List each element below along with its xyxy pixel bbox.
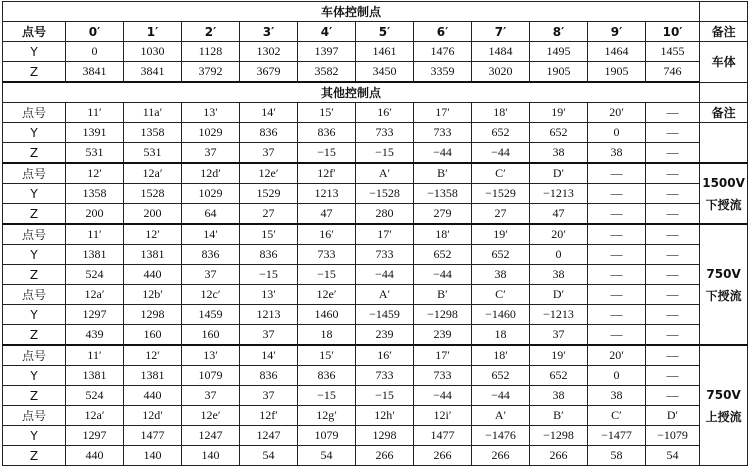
table-cell: 3359 [414, 62, 472, 83]
table-cell: 1381 [124, 245, 182, 265]
table-cell: 1905 [588, 62, 646, 83]
table-cell: 18 [298, 325, 356, 346]
table-cell: 11a′ [124, 103, 182, 123]
table-cell: 47 [530, 204, 588, 225]
table-cell: 15′ [298, 345, 356, 366]
table-row-header [3, 22, 748, 42]
table-cell: 1213 [298, 184, 356, 204]
remark-cell: 车体 [700, 42, 748, 83]
table-cell: 12c′ [182, 285, 240, 305]
table-cell: 1528 [124, 184, 182, 204]
table-cell: C′ [472, 163, 530, 184]
table-cell: A′ [472, 406, 530, 426]
table-cell: 58 [588, 446, 646, 466]
table-cell: 531 [124, 143, 182, 164]
remark-cell: 750V 下授流 [700, 224, 748, 345]
table-cell: 38 [530, 386, 588, 406]
table-cell: 3020 [472, 62, 530, 83]
table-cell: 8′ [530, 22, 588, 42]
table-cell: A′ [356, 163, 414, 184]
table-cell: 836 [182, 245, 240, 265]
row-label: Y [3, 123, 66, 143]
table-cell: 3679 [240, 62, 298, 83]
table-cell: 17′ [414, 103, 472, 123]
table-cell: — [646, 163, 700, 184]
table-row-z [3, 265, 748, 285]
table-cell: 1397 [298, 42, 356, 62]
table-cell: 439 [66, 325, 124, 346]
row-label: 点号 [3, 345, 66, 366]
table-row-z [3, 204, 748, 225]
table-cell: 0′ [66, 22, 124, 42]
table-cell: — [646, 123, 700, 143]
table-cell: 1297 [66, 426, 124, 446]
table-cell: 17′ [356, 224, 414, 245]
table-cell: 1381 [66, 245, 124, 265]
table-cell: −1529 [472, 184, 530, 204]
table-cell: 0 [588, 366, 646, 386]
table-cell: −44 [356, 265, 414, 285]
table-cell: 20′ [588, 103, 646, 123]
table-cell: 12a′ [124, 163, 182, 184]
table-cell: −1079 [646, 426, 700, 446]
row-label: Y [3, 426, 66, 446]
section-title: 其他控制点 [3, 82, 700, 103]
table-cell: 11′ [66, 345, 124, 366]
table-cell: 733 [356, 366, 414, 386]
table-cell: — [588, 204, 646, 225]
table-cell: 54 [298, 446, 356, 466]
row-label: Z [3, 446, 66, 466]
table-cell: −1213 [530, 305, 588, 325]
table-cell: 6′ [414, 22, 472, 42]
table-cell: — [646, 103, 700, 123]
table-cell: 12b′ [124, 285, 182, 305]
table-row-header [3, 406, 748, 426]
remark-cell [700, 123, 748, 164]
table-cell: 3841 [66, 62, 124, 83]
table-cell: 524 [66, 386, 124, 406]
table-cell: 19′ [530, 345, 588, 366]
table-cell: — [588, 305, 646, 325]
table-cell: 652 [530, 366, 588, 386]
row-label: 点号 [3, 103, 66, 123]
table-cell: 1128 [182, 42, 240, 62]
table-cell: 37 [182, 265, 240, 285]
table-cell: 47 [298, 204, 356, 225]
table-cell: 733 [414, 123, 472, 143]
table-cell: 17′ [414, 345, 472, 366]
table-row-y [3, 123, 748, 143]
table-cell: −15 [356, 386, 414, 406]
table-cell: C′ [588, 406, 646, 426]
table-cell: — [646, 285, 700, 305]
table-cell: 1247 [182, 426, 240, 446]
table-cell: 160 [124, 325, 182, 346]
table-cell: D′ [646, 406, 700, 426]
table-cell: — [588, 325, 646, 346]
table-cell: 12a′ [66, 285, 124, 305]
table-cell: 15′ [298, 103, 356, 123]
table-cell: C′ [472, 285, 530, 305]
table-cell: 280 [356, 204, 414, 225]
table-cell: 18 [472, 325, 530, 346]
row-label: Y [3, 366, 66, 386]
table-cell: 1477 [414, 426, 472, 446]
table-cell: 1298 [356, 426, 414, 446]
row-label: 点号 [3, 285, 66, 305]
table-cell: −1460 [472, 305, 530, 325]
table-cell: 1476 [414, 42, 472, 62]
table-cell: 836 [240, 245, 298, 265]
table-cell: 12e′ [298, 285, 356, 305]
table-cell: 3′ [240, 22, 298, 42]
table-cell: 27 [472, 204, 530, 225]
row-label: Y [3, 245, 66, 265]
table-row-header [3, 345, 748, 366]
table-cell: −1358 [414, 184, 472, 204]
table-cell: 1391 [66, 123, 124, 143]
table-cell: 13′ [240, 285, 298, 305]
table-cell: 27 [240, 204, 298, 225]
table-cell: −1213 [530, 184, 588, 204]
table-cell: 836 [298, 366, 356, 386]
table-cell: 54 [240, 446, 298, 466]
table-cell: −15 [298, 386, 356, 406]
table-cell: 1461 [356, 42, 414, 62]
table-cell: D′ [530, 163, 588, 184]
table-cell: 12h′ [356, 406, 414, 426]
control-points-table [2, 1, 748, 466]
remark-header: 备注 [700, 103, 748, 123]
table-cell: — [646, 204, 700, 225]
table-cell: 37 [240, 386, 298, 406]
table-cell: −1477 [588, 426, 646, 446]
row-label: Y [3, 305, 66, 325]
table-cell: — [588, 285, 646, 305]
remark-cell [700, 82, 748, 103]
table-row-z [3, 62, 748, 83]
table-cell: 140 [182, 446, 240, 466]
table-cell: 38 [588, 143, 646, 164]
table-cell: 239 [356, 325, 414, 346]
table-cell: 37 [182, 386, 240, 406]
table-cell: 652 [530, 123, 588, 143]
table-cell: — [588, 265, 646, 285]
table-cell: 16′ [356, 103, 414, 123]
table-cell: D′ [530, 285, 588, 305]
table-cell: 652 [414, 245, 472, 265]
table-cell: 1030 [124, 42, 182, 62]
table-cell: 1529 [240, 184, 298, 204]
table-cell: 1029 [182, 184, 240, 204]
table-cell: −1528 [356, 184, 414, 204]
table-cell: 13′ [182, 103, 240, 123]
table-cell: −44 [472, 143, 530, 164]
remark-cell [700, 2, 748, 22]
table-cell: 1247 [240, 426, 298, 446]
row-label: Z [3, 265, 66, 285]
table-cell: 746 [646, 62, 700, 83]
table-cell: −44 [414, 265, 472, 285]
table-cell: 2′ [182, 22, 240, 42]
table-cell: 652 [472, 366, 530, 386]
table-cell: 1495 [530, 42, 588, 62]
section-title-row [3, 2, 748, 22]
row-label: Z [3, 204, 66, 225]
table-cell: 1460 [298, 305, 356, 325]
table-cell: 3841 [124, 62, 182, 83]
table-cell: 37 [182, 143, 240, 164]
table-cell: −44 [472, 386, 530, 406]
table-cell: 4′ [298, 22, 356, 42]
table-cell: — [646, 325, 700, 346]
table-cell: −1298 [414, 305, 472, 325]
table-cell: 20′ [588, 345, 646, 366]
table-cell: — [646, 245, 700, 265]
table-cell: — [588, 224, 646, 245]
table-cell: −1459 [356, 305, 414, 325]
table-cell: 1358 [66, 184, 124, 204]
table-cell: 3792 [182, 62, 240, 83]
table-cell: A′ [356, 285, 414, 305]
table-row-header [3, 285, 748, 305]
table-cell: 38 [588, 386, 646, 406]
remark-cell: 750V 上授流 [700, 345, 748, 466]
table-cell: — [646, 184, 700, 204]
table-cell: 13′ [182, 345, 240, 366]
table-cell: 1079 [298, 426, 356, 446]
table-cell: 0 [530, 245, 588, 265]
table-cell: — [646, 345, 700, 366]
table-cell: 531 [66, 143, 124, 164]
table-cell: B′ [414, 163, 472, 184]
table-cell: 1029 [182, 123, 240, 143]
table-cell: 12a′ [66, 406, 124, 426]
table-cell: 836 [240, 123, 298, 143]
table-cell: B′ [414, 285, 472, 305]
table-cell: 18′ [414, 224, 472, 245]
table-cell: 160 [182, 325, 240, 346]
table-cell: 14′ [240, 103, 298, 123]
table-cell: 1381 [66, 366, 124, 386]
table-row-z [3, 325, 748, 346]
table-cell: 7′ [472, 22, 530, 42]
table-cell: 733 [298, 245, 356, 265]
table-cell: −44 [414, 143, 472, 164]
table-cell: 11′ [66, 224, 124, 245]
table-cell: −15 [298, 265, 356, 285]
table-row-y [3, 245, 748, 265]
table-cell: — [646, 305, 700, 325]
table-cell: 652 [472, 245, 530, 265]
table-cell: 3582 [298, 62, 356, 83]
table-cell: 200 [66, 204, 124, 225]
table-cell: 12g′ [298, 406, 356, 426]
table-cell: 15′ [240, 224, 298, 245]
table-cell: −15 [298, 143, 356, 164]
table-row-header [3, 163, 748, 184]
table-cell: 1298 [124, 305, 182, 325]
row-label: 点号 [3, 163, 66, 184]
table-cell: 10′ [646, 22, 700, 42]
table-cell: 836 [240, 366, 298, 386]
table-cell: 1079 [182, 366, 240, 386]
table-cell: 200 [124, 204, 182, 225]
table-cell: — [646, 366, 700, 386]
table-row-header [3, 224, 748, 245]
table-cell: 652 [472, 123, 530, 143]
table-row-z [3, 143, 748, 164]
table-cell: 12f′ [298, 163, 356, 184]
table-row-header [3, 103, 748, 123]
table-cell: 733 [414, 366, 472, 386]
table-cell: — [646, 224, 700, 245]
table-cell: 12i′ [414, 406, 472, 426]
table-cell: 12e′ [182, 406, 240, 426]
row-label: 点号 [3, 224, 66, 245]
table-cell: 1297 [66, 305, 124, 325]
table-cell: — [588, 184, 646, 204]
table-row-y [3, 42, 748, 62]
table-cell: 733 [356, 123, 414, 143]
table-cell: 14′ [240, 345, 298, 366]
table-cell: 836 [298, 123, 356, 143]
table-cell: 733 [356, 245, 414, 265]
table-row-z [3, 446, 748, 466]
table-cell: −1476 [472, 426, 530, 446]
table-cell: 1459 [182, 305, 240, 325]
section-title-row [3, 82, 748, 103]
table-cell: 37 [240, 325, 298, 346]
table-cell: 1358 [124, 123, 182, 143]
table-cell: 18′ [472, 345, 530, 366]
table-cell: — [588, 163, 646, 184]
row-label: Z [3, 62, 66, 83]
table-cell: 12e′ [240, 163, 298, 184]
table-cell: 440 [66, 446, 124, 466]
table-cell: — [646, 386, 700, 406]
row-label: Z [3, 386, 66, 406]
table-cell: 20′ [530, 224, 588, 245]
table-cell: 11′ [66, 103, 124, 123]
table-cell: 5′ [356, 22, 414, 42]
table-cell: 12′ [124, 224, 182, 245]
table-cell: 266 [530, 446, 588, 466]
table-cell: 266 [414, 446, 472, 466]
table-cell: 266 [356, 446, 414, 466]
table-cell: 37 [240, 143, 298, 164]
table-cell: 38 [530, 265, 588, 285]
table-cell: 19′ [472, 224, 530, 245]
table-cell: 38 [472, 265, 530, 285]
table-cell: — [588, 245, 646, 265]
table-cell: 0 [66, 42, 124, 62]
table-cell: 1′ [124, 22, 182, 42]
table-cell: 266 [472, 446, 530, 466]
table-cell: 64 [182, 204, 240, 225]
table-cell: 12d′ [124, 406, 182, 426]
table-cell: 0 [588, 123, 646, 143]
table-cell: B′ [530, 406, 588, 426]
table-cell: 12′ [124, 345, 182, 366]
table-cell: −15 [240, 265, 298, 285]
table-cell: 1381 [124, 366, 182, 386]
table-cell: 12′ [66, 163, 124, 184]
section-title: 车体控制点 [3, 2, 700, 22]
row-label: Z [3, 143, 66, 164]
table-cell: 3450 [356, 62, 414, 83]
row-label: Y [3, 184, 66, 204]
table-cell: 16′ [298, 224, 356, 245]
table-cell: 1464 [588, 42, 646, 62]
remark-header: 备注 [700, 22, 748, 42]
table-cell: 37 [530, 325, 588, 346]
table-cell: 12d′ [182, 163, 240, 184]
row-label: 点号 [3, 406, 66, 426]
table-cell: 1477 [124, 426, 182, 446]
table-cell: −1298 [530, 426, 588, 446]
table-cell: 18′ [472, 103, 530, 123]
table-cell: 14′ [182, 224, 240, 245]
table-cell: 1213 [240, 305, 298, 325]
table-cell: 440 [124, 265, 182, 285]
table-cell: — [646, 143, 700, 164]
table-row-y [3, 305, 748, 325]
row-label: 点号 [3, 22, 66, 42]
table-cell: −15 [356, 143, 414, 164]
table-row-z [3, 386, 748, 406]
table-cell: 19′ [530, 103, 588, 123]
table-cell: — [646, 265, 700, 285]
table-cell: 1905 [530, 62, 588, 83]
table-row-y [3, 426, 748, 446]
table-cell: 239 [414, 325, 472, 346]
table-cell: 440 [124, 386, 182, 406]
table-cell: 1455 [646, 42, 700, 62]
row-label: Y [3, 42, 66, 62]
table-cell: 12f′ [240, 406, 298, 426]
table-cell: 524 [66, 265, 124, 285]
table-cell: 9′ [588, 22, 646, 42]
table-cell: −44 [414, 386, 472, 406]
table-cell: 38 [530, 143, 588, 164]
table-cell: 54 [646, 446, 700, 466]
table-cell: 16′ [356, 345, 414, 366]
table-cell: 1302 [240, 42, 298, 62]
table-cell: 140 [124, 446, 182, 466]
remark-cell: 1500V 下授流 [700, 163, 748, 224]
table-cell: 279 [414, 204, 472, 225]
table-row-y [3, 366, 748, 386]
table-cell: 1484 [472, 42, 530, 62]
row-label: Z [3, 325, 66, 346]
table-row-y [3, 184, 748, 204]
